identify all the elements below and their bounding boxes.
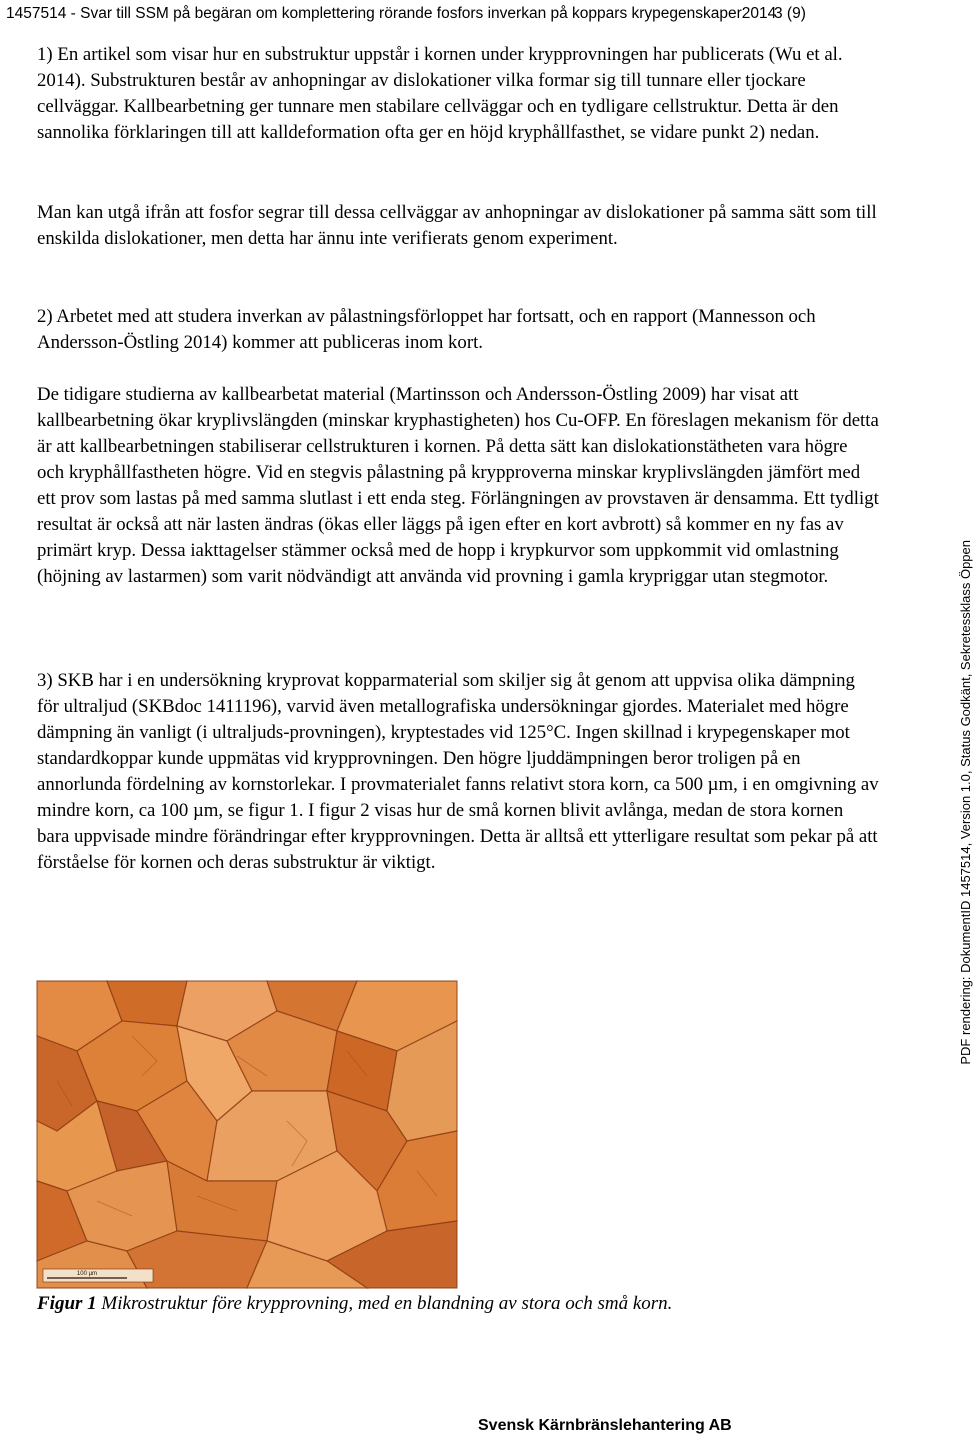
paragraph-text: 3) SKB har i en undersökning kryprovat kopparmaterial som skiljer sig åt genom att uppvisa olika dämpning för ultraljud (SKBdoc 1411196), varvid även metallografiska undersökningar gjordes. Materialet med högre dämpning än vanligt (i ultraljuds-provningen), kryptestades vid 125°C. Ingen skillnad i krypegenskaper mot standardkoppar kunde uppmätas vid krypprovningen. Den högre ljuddämpningen beror troligen på en annorlunda fördelning av kornstorlekar. I provmaterialet fanns relativt stora korn, ca 500 µm, i en omgivning av mindre korn, ca 100 µm, se figur 1. I figur 2 visas hur de små kornen blivit avlånga, medan de stora kornen bara uppvisade mindre förändringar efter krypprovningen. Detta är alltså ett ytterligare resultat som pekar på att förståelse för kornen och deras substruktur är viktigt. — [37, 670, 879, 873]
caption-text: Mikrostruktur före krypprovning, med en blandning av stora och små korn. — [96, 1293, 673, 1314]
side-rendering-note — [958, 540, 974, 1065]
paragraph-4 — [37, 382, 879, 590]
side-rendering-text: PDF rendering: DokumentID 1457514, Version 1.0, Status Godkänt, Sekretessklass Öppen — [958, 540, 973, 1065]
paragraph-1 — [37, 42, 879, 146]
page-header — [6, 2, 936, 26]
document-title: 1457514 - Svar till SSM på begäran om komplettering rörande fosfors inverkan på koppars krypegenskaper2014 — [6, 5, 777, 22]
figure-caption — [37, 1292, 887, 1316]
scale-bar-label: 100 µm — [76, 1271, 98, 1277]
paragraph-3 — [37, 304, 879, 356]
page-number: 3 (9) — [774, 5, 806, 22]
paragraph-text: Man kan utgå ifrån att fosfor segrar till dessa cellväggar av anhopningar av dislokationer på samma sätt som till enskilda dislokationer, men detta har ännu inte verifierats genom experiment. — [37, 202, 877, 249]
paragraph-2 — [37, 200, 879, 252]
grain-micrograph — [37, 981, 457, 1288]
caption-label: Figur 1 — [37, 1293, 97, 1314]
paragraph-text: 2) Arbetet med att studera inverkan av pålastningsförloppet har fortsatt, och en rapport (Mannesson och Andersson-Östling 2014) kommer att publiceras inom kort. — [37, 306, 816, 353]
paragraph-text: 1) En artikel som visar hur en substruktur uppstår i kornen under krypprovningen har publicerats (Wu et al. 2014). Substrukturen består av anhopningar av dislokationer vilka formar sig till tunnare eller tjockare cellväggar. Kallbearbetning ger tunnare men stabilare cellväggar och en tydligare cellstruktur. Detta är den sannolika förklaringen till att kalldeformation ofta ger en höjd kryphållfasthet, se vidare punkt 2) nedan. — [37, 44, 843, 143]
footer-organization: Svensk Kärnbränslehantering AB — [478, 1417, 732, 1434]
paragraph-5 — [37, 668, 879, 876]
microstructure-image — [37, 981, 457, 1288]
paragraph-text: De tidigare studierna av kallbearbetat material (Martinsson och Andersson-Östling 2009) har visat att kallbearbetning ökar kryplivslängden (minskar kryphastigheten) hos Cu-OFP. En föreslagen mekanism för detta är att kallbearbetningen stabiliserar cellstrukturen i kornen. På detta sätt kan dislokationstätheten vara högre och kryphållfastheten högre. Vid en stegvis pålastning på krypproverna minskar kryplivslängden jämfört med ett prov som lastas på med samma slutlast i ett enda steg. Förlängningen av provstaven är densamma. Ett tydligt resultat är också att när lasten ändras (ökas eller läggs på igen efter en kort avbrott) så kommer en ny fas av primärt kryp. Dessa iakttagelser stämmer också med de hopp i krypkurvor som uppkommit vid omlastning (höjning av lastarmen) som varit nödvändigt att använda vid provning i gamla krypriggar utan stegmotor. — [37, 384, 879, 587]
